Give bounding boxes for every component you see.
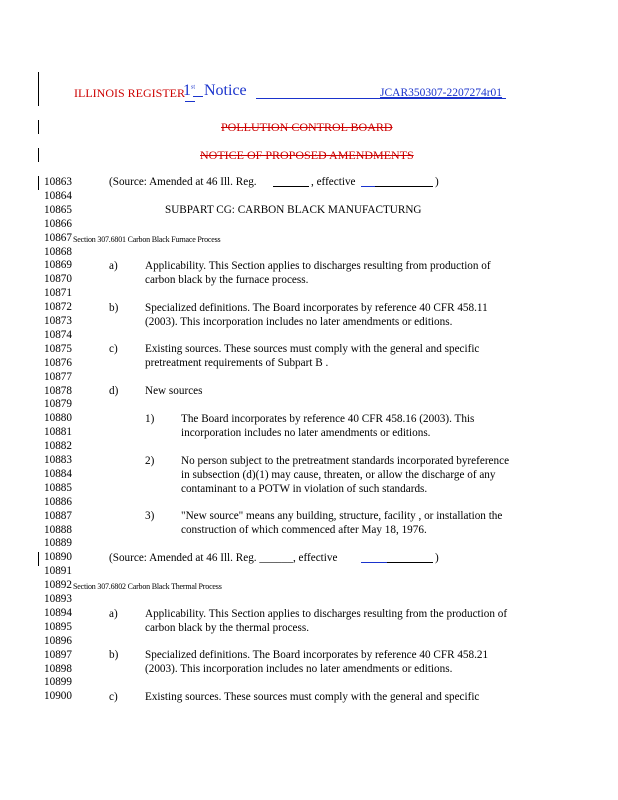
- date-blank: [375, 176, 433, 187]
- line-number: 10874: [44, 328, 72, 341]
- line-number: 10865: [44, 203, 72, 216]
- line-number: 10878: [44, 384, 72, 397]
- list-item: [0, 649, 618, 663]
- line-number: 10877: [44, 370, 72, 383]
- source-note: [0, 552, 618, 566]
- item-label: b): [109, 649, 119, 661]
- date-blank: [387, 552, 433, 563]
- item-label: c): [109, 691, 118, 703]
- line-number: 10889: [44, 537, 72, 550]
- page-marker: [183, 82, 195, 100]
- line-number: 10899: [44, 676, 72, 689]
- list-item: [0, 608, 618, 622]
- line-number: 10866: [44, 217, 72, 230]
- item-label: b): [109, 302, 119, 314]
- item-text: No person subject to the pretreatment standards incorporated byreference: [181, 455, 510, 467]
- line-number: 10898: [44, 662, 72, 675]
- list-item: [0, 357, 618, 371]
- list-item: [0, 343, 618, 357]
- source-mid: , effective: [311, 176, 356, 188]
- line-number: 10886: [44, 495, 72, 508]
- reg-blank: [273, 176, 309, 187]
- line-number: 10896: [44, 634, 72, 647]
- change-bar: [38, 120, 39, 134]
- item-text: pretreatment requirements of Subpart B .: [145, 357, 329, 369]
- line-number: 10870: [44, 273, 72, 286]
- line-number: 10880: [44, 412, 72, 425]
- line-number: 10892: [44, 579, 72, 592]
- list-item: [0, 260, 618, 274]
- line-number: 10876: [44, 356, 72, 369]
- item-text: incorporation includes no later amendments or editions.: [181, 427, 431, 439]
- item-text: Specialized definitions. The Board incorporates by reference 40 CFR 458.21: [145, 649, 489, 661]
- item-text: "New source" means any building, structure, facility , or installation the: [181, 510, 503, 522]
- item-text: Existing sources. These sources must comply with the general and specific: [145, 691, 480, 703]
- list-item: [0, 455, 618, 469]
- line-number: 10884: [44, 467, 72, 480]
- list-item: [0, 316, 618, 330]
- line-number: 10868: [44, 245, 72, 258]
- line-number: 10891: [44, 565, 72, 578]
- item-text: New sources: [145, 385, 203, 397]
- list-item: [0, 483, 618, 497]
- list-item: [0, 469, 618, 483]
- list-item: [0, 302, 618, 316]
- item-text: carbon black by the thermal process.: [145, 622, 310, 634]
- item-text: Applicability. This Section applies to discharges resulting from the production of: [145, 608, 508, 620]
- item-text: construction of which commenced after May 18, 1976.: [181, 524, 427, 536]
- source-prefix: (Source: Amended at 46 Ill. Reg.: [109, 176, 257, 188]
- date-blank-blue: [361, 552, 387, 563]
- list-item: [0, 413, 618, 427]
- line-number: 10895: [44, 620, 72, 633]
- line-number: 10869: [44, 259, 72, 272]
- list-item: [0, 510, 618, 524]
- subpart-heading-row: [0, 204, 618, 218]
- source-note: [0, 176, 618, 190]
- line-number: 10883: [44, 454, 72, 466]
- line-number: 10881: [44, 426, 72, 439]
- source-prefix: (Source: Amended at 46 Ill. Reg. ______, effective: [109, 552, 338, 564]
- line-number: 10879: [44, 398, 72, 411]
- list-item: [0, 622, 618, 636]
- item-label: 2): [145, 455, 155, 467]
- item-text: carbon black by the furnace process.: [145, 274, 309, 286]
- line-number: 10873: [44, 315, 72, 327]
- list-item: [0, 274, 618, 288]
- line-number: 10900: [44, 690, 72, 703]
- item-label: c): [109, 343, 118, 355]
- list-item: [0, 663, 618, 677]
- line-number: 10872: [44, 301, 72, 314]
- line-number: 10890: [44, 551, 72, 564]
- doc-id: JCAR350307-2207274r01: [380, 87, 503, 99]
- item-text: (2003). This incorporation includes no later amendments or editions.: [145, 316, 453, 328]
- item-text: (2003). This incorporation includes no later amendments or editions.: [145, 663, 453, 675]
- item-text: Specialized definitions. The Board incorporates by reference 40 CFR 458.11: [145, 302, 488, 314]
- source-suffix: ): [435, 552, 439, 564]
- page-marker-number: 1: [183, 82, 191, 99]
- item-text: The Board incorporates by reference 40 CFR 458.16 (2003). This: [181, 413, 475, 425]
- line-number: 10882: [44, 440, 72, 453]
- notice-title: NOTICE OF PROPOSED AMENDMENTS: [200, 148, 414, 162]
- list-item: [0, 427, 618, 441]
- source-suffix: ): [435, 176, 439, 188]
- section-heading: Section 307.6802 Carbon Black Thermal Process: [73, 582, 222, 591]
- line-number: 10871: [44, 287, 72, 300]
- item-text: in subsection (d)(1) may cause, threaten, or allow the discharge of any: [181, 469, 496, 481]
- line-number: 10885: [44, 481, 72, 494]
- item-label: 1): [145, 413, 155, 425]
- line-number: 10863: [44, 176, 72, 188]
- list-item: [0, 385, 618, 399]
- register-label: ILLINOIS REGISTER: [74, 86, 185, 100]
- line-number: 10887: [44, 509, 72, 522]
- date-blank-blue: [361, 176, 375, 187]
- line-number: 10875: [44, 342, 72, 355]
- board-name: POLLUTION CONTROL BOARD: [221, 120, 393, 134]
- line-number: 10897: [44, 648, 72, 661]
- item-label: 3): [145, 510, 155, 522]
- list-item: [0, 691, 618, 705]
- line-number: 10888: [44, 523, 72, 536]
- notice-label: Notice: [204, 82, 247, 99]
- marker-rule: [185, 101, 195, 102]
- section-heading-row: [0, 580, 618, 594]
- line-number: 10893: [44, 593, 72, 605]
- section-heading: Section 307.6801 Carbon Black Furnace Process: [73, 235, 221, 244]
- marker-rule: [193, 96, 203, 97]
- line-number: 10864: [44, 189, 72, 202]
- list-item: [0, 524, 618, 538]
- subpart-heading: SUBPART CG: CARBON BLACK MANUFACTURNG: [165, 204, 422, 216]
- line-number: 10867: [44, 231, 72, 244]
- item-text: Existing sources. These sources must comply with the general and specific: [145, 343, 480, 355]
- item-label: d): [109, 385, 119, 397]
- page-marker-sup: st: [191, 84, 196, 91]
- item-label: a): [109, 260, 118, 272]
- line-number: 10894: [44, 606, 72, 619]
- item-text: contaminant to a POTW in violation of such standards.: [181, 483, 428, 495]
- item-label: a): [109, 608, 118, 620]
- section-heading-row: [0, 233, 618, 247]
- change-bar: [38, 72, 39, 106]
- item-text: Applicability. This Section applies to discharges resulting from production of: [145, 260, 491, 272]
- change-bar: [38, 148, 39, 162]
